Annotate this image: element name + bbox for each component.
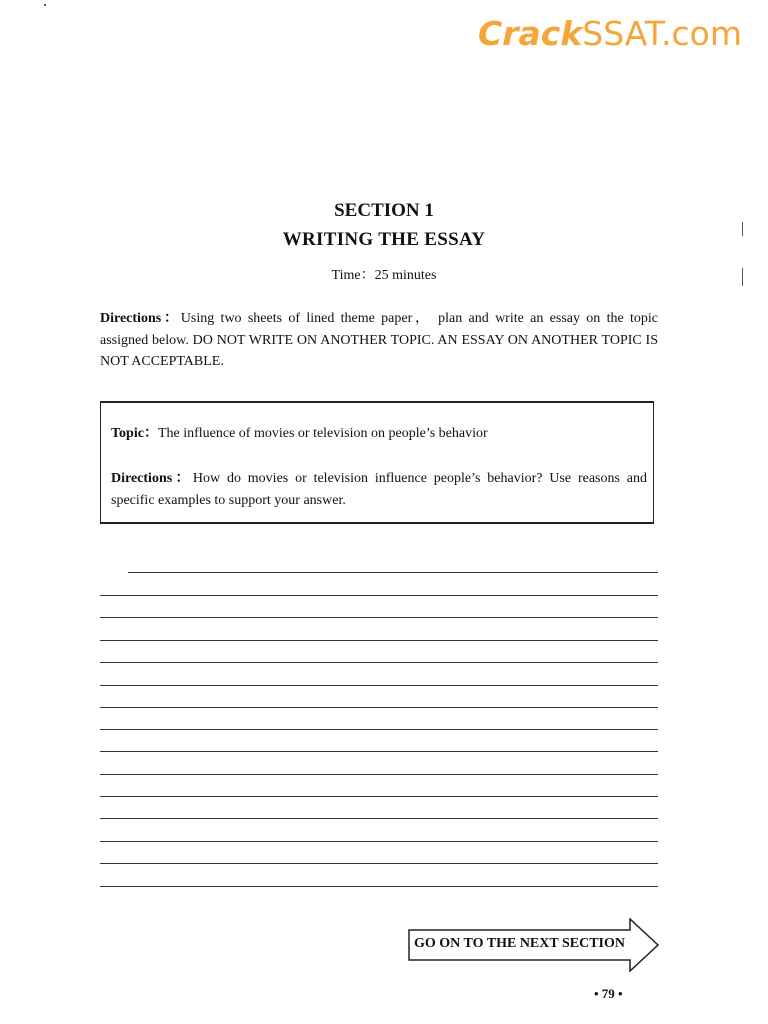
logo-part-ssat: SSAT.com bbox=[582, 14, 743, 53]
answer-line[interactable] bbox=[100, 774, 658, 775]
answer-line[interactable] bbox=[100, 685, 658, 686]
answer-line[interactable] bbox=[100, 841, 658, 842]
logo-part-crack: Crack bbox=[478, 14, 583, 53]
scan-mark bbox=[742, 268, 743, 286]
section-title: WRITING THE ESSAY bbox=[282, 229, 486, 250]
topic-directions-text: How do movies or television influence people’s behavior? Use reasons and specific examples to support your answer. bbox=[111, 471, 647, 508]
site-logo bbox=[478, 14, 742, 53]
topic-text: The influence of movies or television on people’s behavior bbox=[157, 426, 488, 441]
topic-line bbox=[111, 422, 488, 442]
topic-label: Topic： bbox=[111, 426, 158, 441]
answer-line[interactable] bbox=[100, 886, 658, 887]
scan-mark bbox=[742, 222, 743, 236]
answer-line[interactable] bbox=[100, 729, 658, 730]
answer-line[interactable] bbox=[100, 818, 658, 819]
answer-line[interactable] bbox=[100, 707, 658, 708]
answer-line[interactable] bbox=[100, 662, 658, 663]
time-limit: Time：25 minutes bbox=[331, 268, 437, 283]
answer-line[interactable] bbox=[100, 617, 658, 618]
scan-mark bbox=[44, 4, 46, 6]
answer-line[interactable] bbox=[100, 863, 658, 864]
page-number: • 79 • bbox=[594, 986, 623, 1001]
answer-line[interactable] bbox=[100, 640, 658, 641]
directions-label: Directions： bbox=[100, 311, 181, 326]
topic-box bbox=[100, 401, 654, 524]
answer-line[interactable] bbox=[100, 595, 658, 596]
topic-directions-label: Directions： bbox=[111, 471, 193, 486]
section-heading: SECTION 1 bbox=[334, 200, 434, 221]
directions-paragraph bbox=[100, 308, 658, 373]
directions-text: Using two sheets of lined theme paper， plan and write an essay on the topic assigned below. DO NOT WRITE ON ANOTHER TOPIC. AN ESSAY ON ANOTHER TOPIC IS NOT ACCEPTABLE. bbox=[100, 311, 658, 369]
answer-line[interactable] bbox=[100, 751, 658, 752]
go-on-arrow bbox=[408, 918, 660, 972]
topic-directions bbox=[111, 468, 647, 511]
answer-line[interactable] bbox=[100, 796, 658, 797]
go-on-text: GO ON TO THE NEXT SECTION bbox=[414, 936, 625, 951]
answer-line[interactable] bbox=[128, 572, 658, 573]
